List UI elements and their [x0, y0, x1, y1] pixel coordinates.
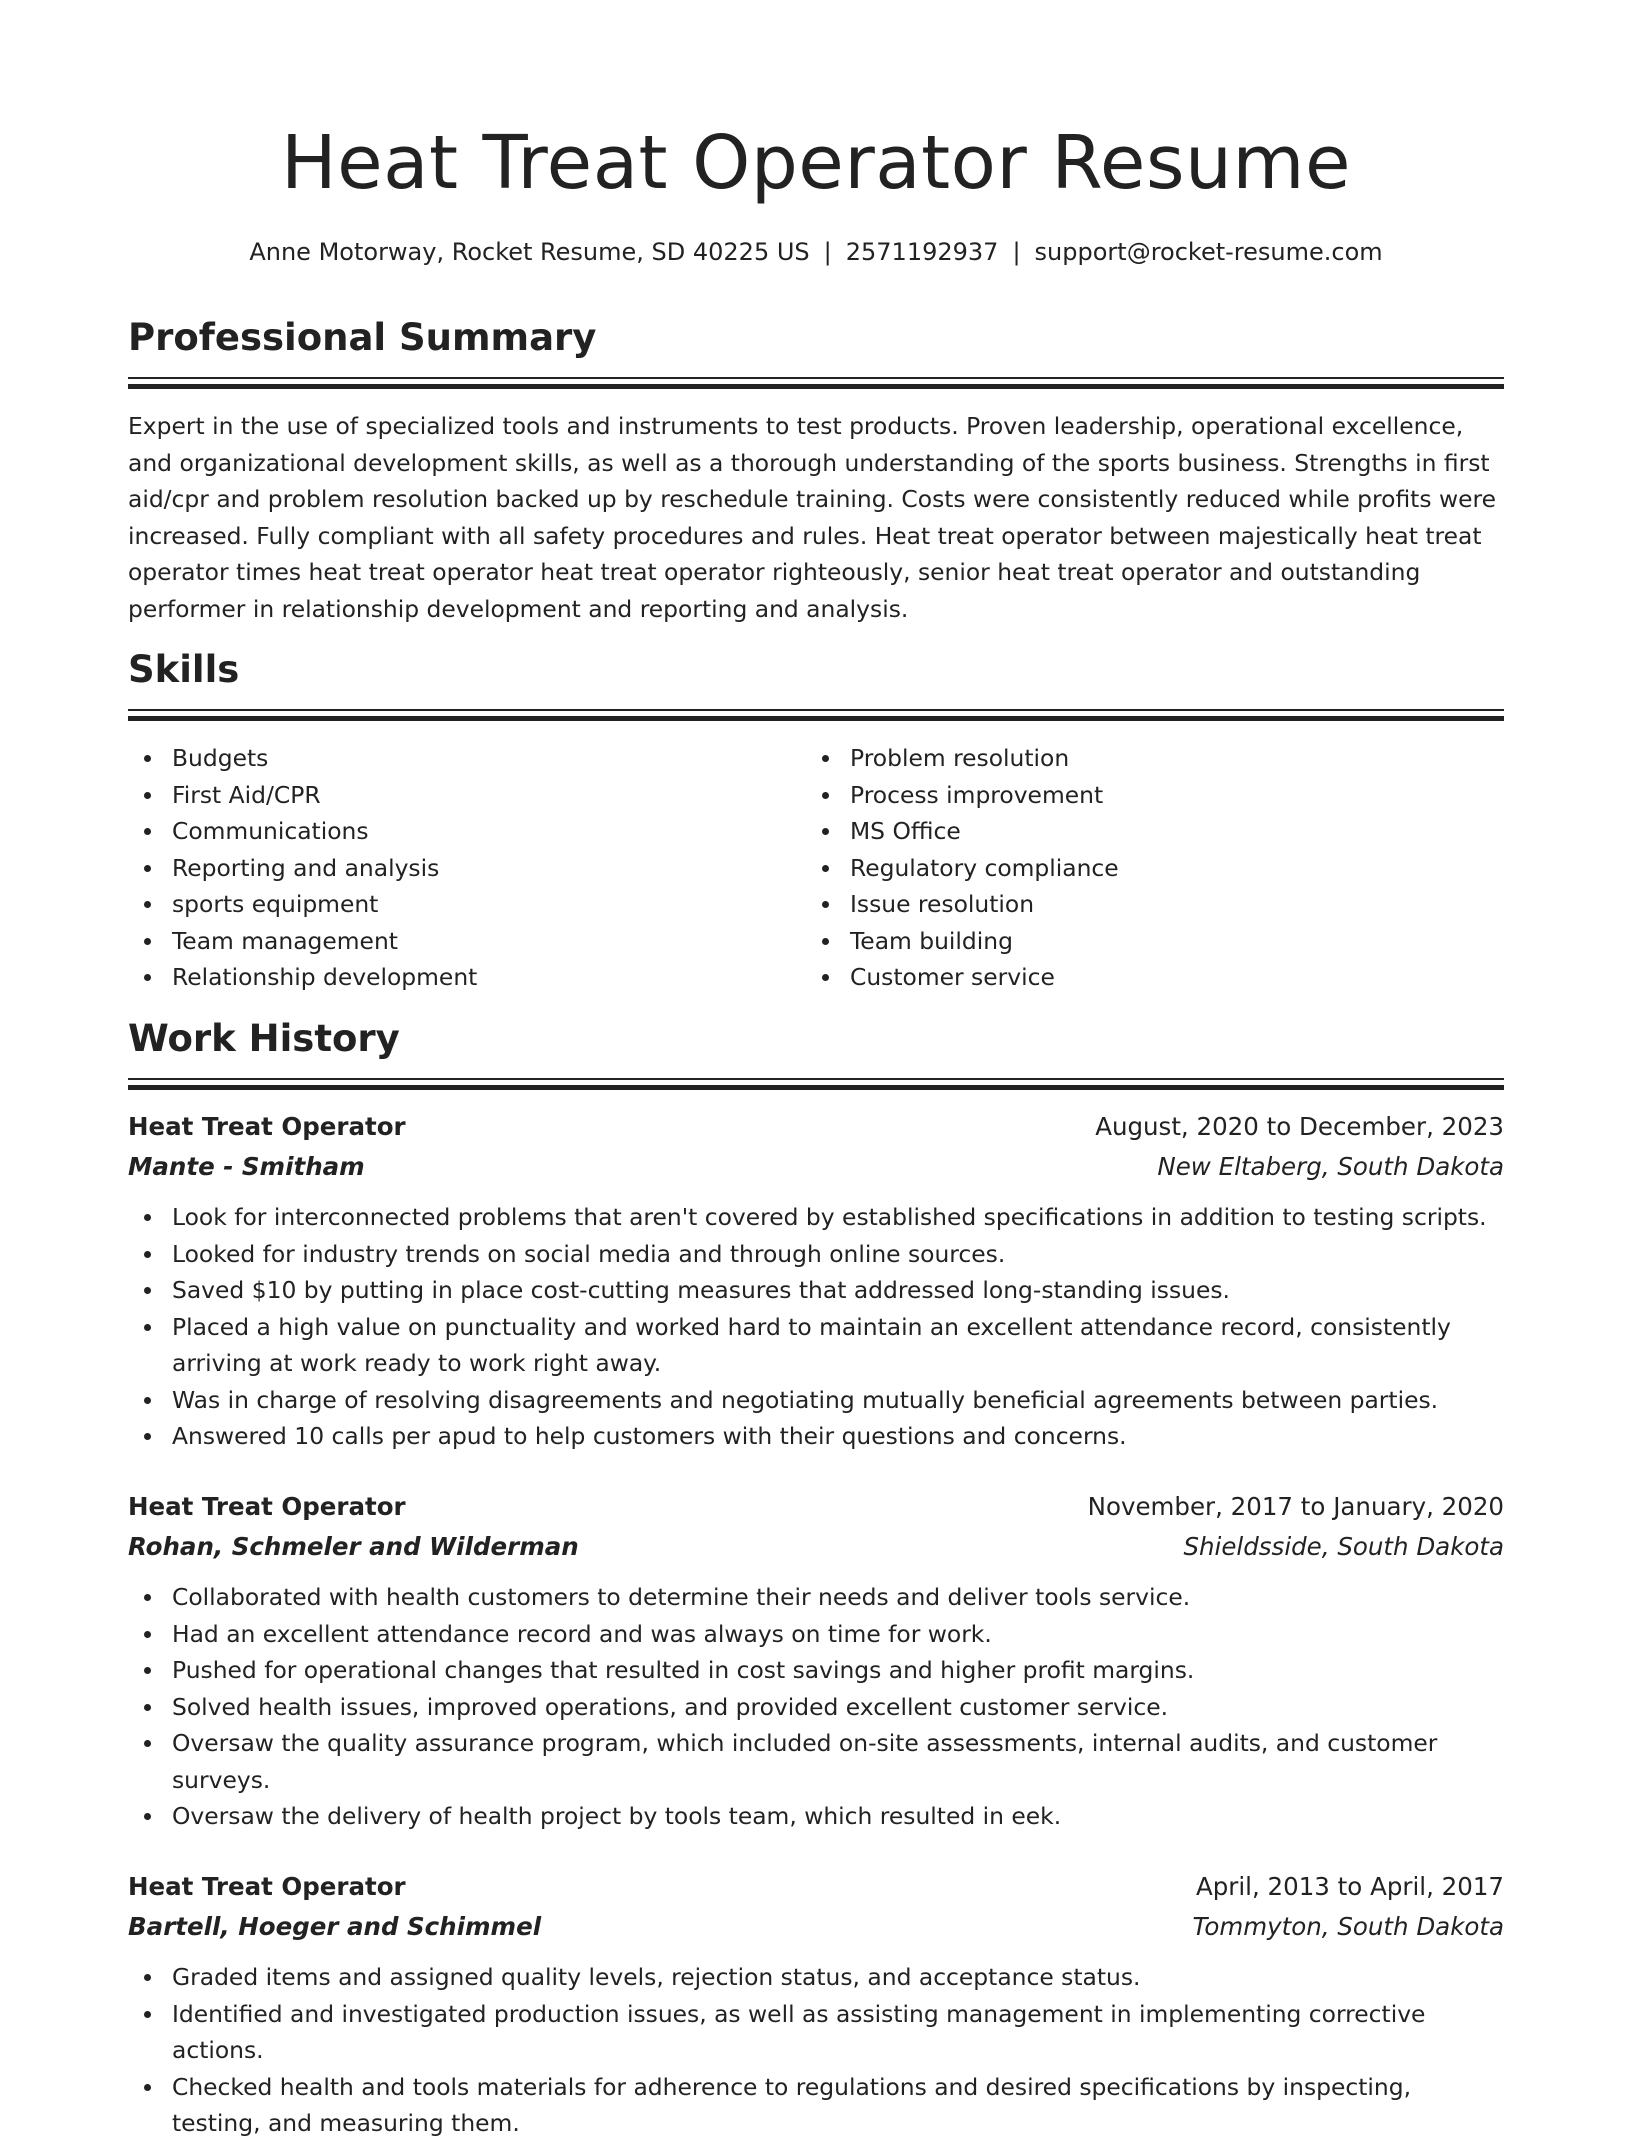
skill-item: Process improvement — [806, 777, 1484, 814]
skill-item: Customer service — [806, 959, 1484, 996]
list-item: Placed a high value on punctuality and worked hard to maintain an excellent attendance record, consistently arriving at work ready to work right away. — [128, 1309, 1504, 1382]
list-item: Saved $10 by putting in place cost-cutting measures that addressed long-standing issues. — [128, 1272, 1504, 1309]
job-dates: August, 2020 to December, 2023 — [1095, 1112, 1504, 1141]
job-entry — [128, 1107, 1504, 1455]
job-title: Heat Treat Operator — [128, 1872, 406, 1901]
job-company: Bartell, Hoeger and Schimmel — [128, 1912, 542, 1941]
job-entry — [128, 1487, 1504, 1835]
job-company: Mante - Smitham — [128, 1152, 365, 1181]
skills-heading: Skills — [128, 648, 240, 691]
job-location: Shieldsside, South Dakota — [1183, 1532, 1504, 1561]
contact-email: support@rocket-resume.com — [1034, 238, 1383, 266]
job-bullets — [128, 1579, 1504, 1835]
job-location: New Eltaberg, South Dakota — [1157, 1152, 1504, 1181]
list-item: Had an excellent attendance record and was always on time for work. — [128, 1616, 1504, 1653]
contact-address: Anne Motorway, Rocket Resume, SD 40225 US — [249, 238, 810, 266]
skill-item: Relationship development — [128, 959, 806, 996]
list-item: Identified and investigated production issues, as well as assisting management in implementing corrective actions. — [128, 1996, 1504, 2069]
work-history-heading: Work History — [128, 1017, 400, 1060]
skill-item: Team management — [128, 923, 806, 960]
job-location: Tommyton, South Dakota — [1192, 1912, 1504, 1941]
skill-item: MS Office — [806, 813, 1484, 850]
job-dates: November, 2017 to January, 2020 — [1087, 1492, 1504, 1521]
list-item: Looked for industry trends on social media and through online sources. — [128, 1236, 1504, 1273]
contact-separator: | — [823, 238, 832, 266]
job-dates: April, 2013 to April, 2017 — [1195, 1872, 1504, 1901]
skills-column-left — [128, 740, 806, 996]
skill-item: Team building — [806, 923, 1484, 960]
skill-item: Reporting and analysis — [128, 850, 806, 887]
summary-heading: Professional Summary — [128, 316, 597, 359]
skills-column-right — [806, 740, 1484, 996]
resume-title: Heat Treat Operator Resume — [280, 120, 1352, 206]
list-item: Oversaw the delivery of health project by tools team, which resulted in eek. — [128, 1798, 1504, 1835]
list-item: Collaborated with health customers to determine their needs and deliver tools service. — [128, 1579, 1504, 1616]
skill-item: Problem resolution — [806, 740, 1484, 777]
list-item: Was in charge of resolving disagreements and negotiating mutually beneficial agreements between parties. — [128, 1382, 1504, 1419]
summary-text: Expert in the use of specialized tools and instruments to test products. Proven leadership, operational excellence, and organizational development skills, as well as a thorough understanding of the sports business. Strengths in first aid/cpr and problem resolution backed up by reschedule training. Costs were consistently reduced while profits were increased. Fully compliant with all safety procedures and rules. Heat treat operator between majestically heat treat operator times heat treat operator heat treat operator righteously, senior heat treat operator and outstanding performer in relationship development and reporting and analysis. — [128, 412, 1496, 623]
skills-list — [128, 740, 1504, 996]
skill-item: Budgets — [128, 740, 806, 777]
contact-line — [128, 238, 1504, 266]
list-item: Graded items and assigned quality levels, rejection status, and acceptance status. — [128, 1959, 1504, 1996]
job-title: Heat Treat Operator — [128, 1112, 406, 1141]
skill-item: Regulatory compliance — [806, 850, 1484, 887]
list-item: Checked health and tools materials for adherence to regulations and desired specifications by inspecting, testing, and measuring them. — [128, 2069, 1504, 2142]
skill-item: sports equipment — [128, 886, 806, 923]
job-company: Rohan, Schmeler and Wilderman — [128, 1532, 579, 1561]
skill-item: Communications — [128, 813, 806, 850]
list-item: Answered 10 calls per apud to help customers with their questions and concerns. — [128, 1418, 1504, 1455]
section-divider — [128, 1078, 1504, 1090]
list-item: Solved health issues, improved operations, and provided excellent customer service. — [128, 1689, 1504, 1726]
skill-item: First Aid/CPR — [128, 777, 806, 814]
contact-separator: | — [1012, 238, 1021, 266]
list-item: Oversaw the quality assurance program, which included on-site assessments, internal audits, and customer surveys. — [128, 1725, 1504, 1798]
job-bullets — [128, 1199, 1504, 1455]
section-divider — [128, 377, 1504, 389]
job-bullets — [128, 1959, 1504, 2142]
contact-phone: 2571192937 — [845, 238, 999, 266]
skill-item: Issue resolution — [806, 886, 1484, 923]
list-item: Look for interconnected problems that aren't covered by established specifications in addition to testing scripts. — [128, 1199, 1504, 1236]
job-entry — [128, 1867, 1504, 2142]
job-title: Heat Treat Operator — [128, 1492, 406, 1521]
list-item: Pushed for operational changes that resulted in cost savings and higher profit margins. — [128, 1652, 1504, 1689]
section-divider — [128, 709, 1504, 721]
